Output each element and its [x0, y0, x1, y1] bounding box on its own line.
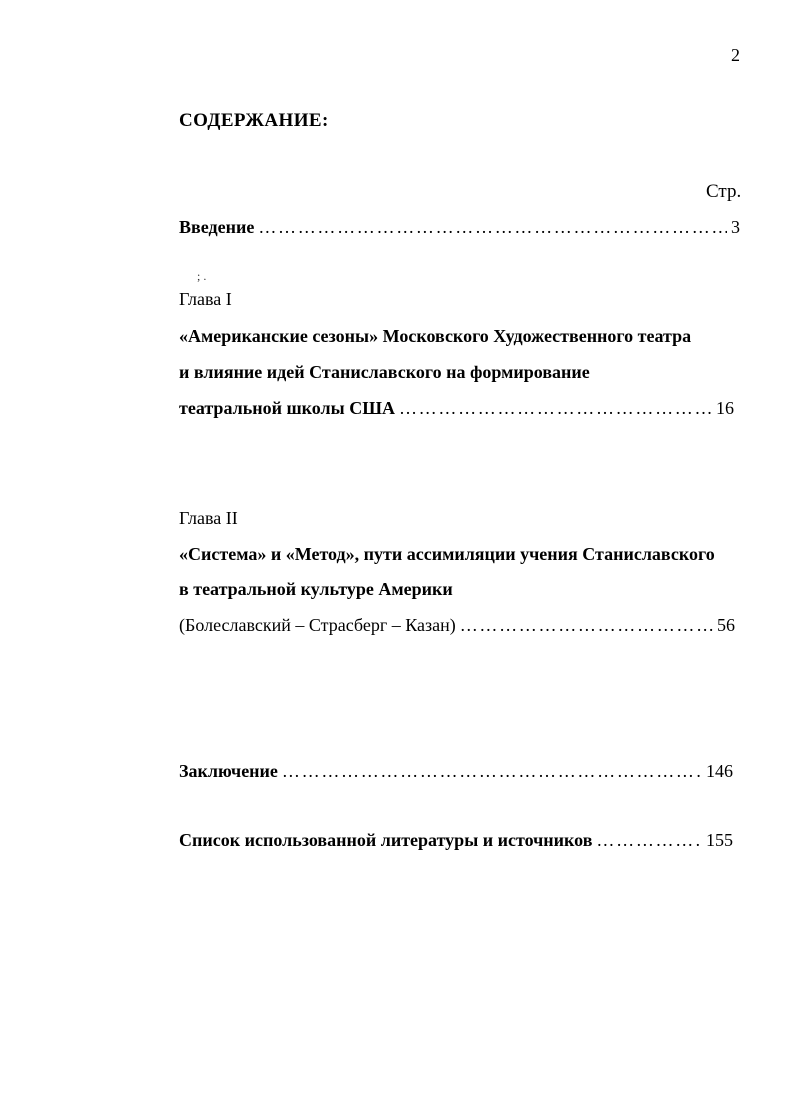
chapter-2-page: 56 [717, 615, 735, 635]
stray-mark: ; . [197, 269, 207, 283]
introduction-label: Введение [179, 217, 255, 237]
chapter-2-title-line-1: «Система» и «Метод», пути ассимиляции учения Станиславского [179, 544, 715, 564]
page-number: 2 [731, 45, 740, 65]
chapter-1-title-line-2: и влияние идей Станиславского на формирование [179, 362, 590, 382]
dot-leader [460, 616, 713, 634]
chapter-1-title-line-1: «Американские сезоны» Московского Художественного театра [179, 326, 692, 346]
chapter-2-label: Глава II [179, 508, 238, 528]
conclusion-page: 146 [706, 761, 733, 781]
pages-column-label: Стр. [706, 181, 742, 202]
bibliography-page: 155 [706, 830, 733, 850]
introduction-page: 3 [731, 217, 740, 237]
chapter-1-page: 16 [716, 398, 734, 418]
bibliography-label: Список использованной литературы и источников [179, 830, 593, 850]
toc-title: СОДЕРЖАНИЕ: [179, 110, 329, 131]
chapter-1-label: Глава I [179, 289, 232, 309]
chapter-2-subtitle: (Болеславский – Страсберг – Казан) [179, 615, 456, 635]
toc-entry-introduction [179, 218, 740, 236]
chapter-2-title-line-2: в театральной культуре Америки [179, 579, 453, 599]
toc-entry-conclusion [179, 762, 733, 780]
toc-entry-bibliography [179, 831, 733, 849]
dot-leader [258, 218, 727, 236]
toc-entry-chapter-2 [179, 616, 735, 634]
dot-leader [596, 831, 702, 849]
toc-entry-chapter-1 [179, 399, 734, 417]
dot-leader [282, 762, 702, 780]
dot-leader [399, 399, 712, 417]
conclusion-label: Заключение [179, 761, 278, 781]
chapter-1-title-line-3: театральной школы США [179, 398, 395, 418]
